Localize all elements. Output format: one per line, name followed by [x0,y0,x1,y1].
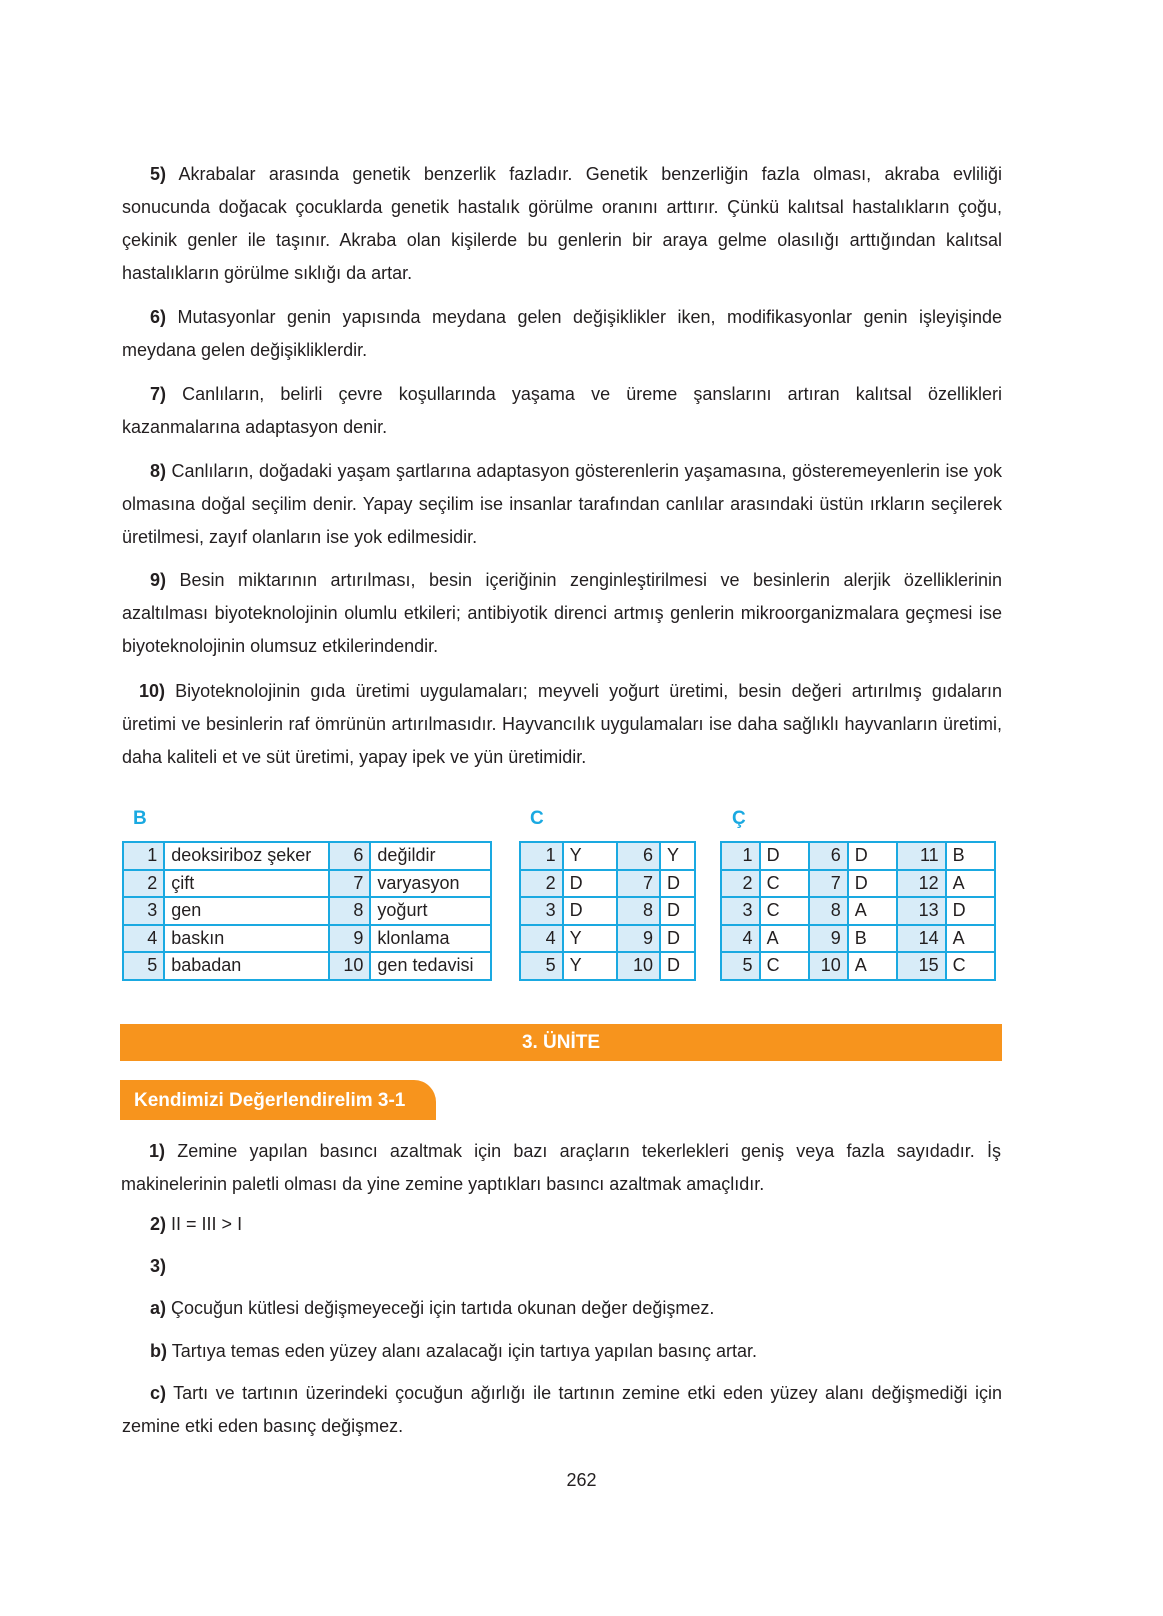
table-row [123,842,491,870]
item-number: 9 [329,925,370,953]
item-number: 6 [617,842,660,870]
item-answer: D [660,870,695,898]
item-number: 1 [721,842,760,870]
item-answer: gen tedavisi [370,952,491,980]
item-number: 5 [123,952,164,980]
item-number: 2 [123,870,164,898]
item-answer: C [760,897,809,925]
answer-paragraph [122,1335,1002,1368]
item-answer: D [660,925,695,953]
item-answer: çift [164,870,329,898]
answer-paragraph [122,455,1002,554]
item-answer: D [660,897,695,925]
answer-number: 5) [150,164,167,184]
table-row [520,897,695,925]
table-c-label: C [530,808,544,829]
item-answer: gen [164,897,329,925]
answer-text: Tartıya temas eden yüzey alanı azalacağı için tartıya yapılan basınç artar. [171,1341,758,1361]
item-answer: yoğurt [370,897,491,925]
answer-number: 3) [150,1256,167,1276]
table-row [520,925,695,953]
item-answer: A [946,925,995,953]
item-number: 1 [123,842,164,870]
item-answer: değildir [370,842,491,870]
item-answer: D [946,897,995,925]
item-answer: Y [563,842,618,870]
item-number: 9 [617,925,660,953]
item-number: 2 [721,870,760,898]
item-number: 4 [123,925,164,953]
table-row [520,952,695,980]
item-number: 7 [329,870,370,898]
item-answer: A [760,925,809,953]
item-answer: D [848,870,897,898]
answer-number: 10) [139,681,166,701]
answer-paragraph [122,1208,1002,1241]
answer-number: 8) [150,461,167,481]
item-number: 2 [520,870,563,898]
table-row [721,952,995,980]
item-number: 10 [809,952,848,980]
table-cc [720,841,996,981]
answer-number: 7) [150,384,167,404]
answer-number: 1) [149,1141,166,1161]
table-row [721,870,995,898]
item-answer: Y [563,925,618,953]
answer-paragraph [122,675,1002,774]
item-number: 15 [897,952,946,980]
answer-number: 2) [150,1214,167,1234]
item-answer: B [946,842,995,870]
item-number: 8 [809,897,848,925]
answer-paragraph [122,378,1002,444]
answer-paragraph [122,1292,1002,1325]
item-answer: D [660,952,695,980]
table-b [122,841,492,981]
item-number: 7 [809,870,848,898]
item-number: 3 [721,897,760,925]
item-number: 8 [329,897,370,925]
item-answer: A [848,952,897,980]
answer-paragraph [122,564,1002,663]
answer-paragraph [122,1377,1002,1443]
item-answer: D [563,870,618,898]
item-answer: C [760,870,809,898]
item-number: 13 [897,897,946,925]
answer-text: Mutasyonlar genin yapısında meydana gelen değişiklikler iken, modifikasyonlar genin işleyişinde meydana gelen değişikliklerdir. [122,307,1002,360]
item-answer: klonlama [370,925,491,953]
answer-text: Canlıların, belirli çevre koşullarında yaşama ve üreme şanslarını artıran kalıtsal özellikleri kazanmalarına adaptasyon denir. [122,384,1002,437]
item-number: 4 [721,925,760,953]
item-answer: C [946,952,995,980]
item-number: 4 [520,925,563,953]
section-badge: Kendimizi Değerlendirelim 3-1 [120,1080,436,1120]
item-number: 5 [520,952,563,980]
item-answer: B [848,925,897,953]
page-number: 262 [566,1470,597,1490]
answer-number: c) [150,1383,167,1403]
item-answer: D [563,897,618,925]
item-number: 6 [809,842,848,870]
table-row [123,952,491,980]
item-number: 1 [520,842,563,870]
table-row [123,897,491,925]
table-row [721,897,995,925]
table-row [123,870,491,898]
item-answer: deoksiriboz şeker [164,842,329,870]
item-number: 12 [897,870,946,898]
answer-text: Besin miktarının artırılması, besin içeriğinin zenginleştirilmesi ve besinlerin alerjik özelliklerinin azaltılması biyoteknolojinin olumlu etkileri; antibiyotik direnci artmış genlerin mikroorganizmalara geçmesi ise biyoteknolojinin olumsuz etkilerindendir. [122,570,1002,656]
item-number: 7 [617,870,660,898]
table-b-label: B [133,808,147,829]
item-number: 10 [329,952,370,980]
item-number: 11 [897,842,946,870]
answer-text: Tartı ve tartının üzerindeki çocuğun ağırlığı ile tartının zemine etki eden yüzey alanı değişmediği için zemine etki eden basınç değişmez. [122,1383,1002,1436]
item-number: 3 [520,897,563,925]
answer-text: Biyoteknolojinin gıda üretimi uygulamaları; meyveli yoğurt üretimi, besin değeri artırılmış gıdaların üretimi ve besinlerin raf ömrünün artırılmasıdır. Hayvancılık uygulamaları ise daha sağlıklı hayvanların üretimi, daha kaliteli et ve süt üretimi, yapay ipek ve yün üretimidir. [122,681,1002,767]
unit-header: 3. ÜNİTE [120,1024,1002,1061]
answer-text: Canlıların, doğadaki yaşam şartlarına adaptasyon gösterenlerin yaşamasına, gösteremeyenlerin ise yok olmasına doğal seçilim denir. Yapay seçilim ise insanlar tarafından canlılar arasındaki üstün ırkların seçilerek üretilmesi, zayıf olanların ise yok edilmesidir. [122,461,1002,547]
item-answer: A [946,870,995,898]
item-answer: Y [660,842,695,870]
item-number: 9 [809,925,848,953]
answer-number: b) [150,1341,167,1361]
answer-number: 9) [150,570,167,590]
answer-paragraph [121,1135,1001,1201]
answer-paragraph [122,1250,1002,1283]
item-number: 14 [897,925,946,953]
item-number: 6 [329,842,370,870]
item-number: 8 [617,897,660,925]
table-cc-label: Ç [732,808,746,829]
table-row [721,842,995,870]
item-answer: C [760,952,809,980]
answer-text: II = III > I [171,1214,243,1234]
item-answer: A [848,897,897,925]
answer-text: Çocuğun kütlesi değişmeyeceği için tartıda okunan değer değişmez. [171,1298,715,1318]
answer-text: Akrabalar arasında genetik benzerlik fazladır. Genetik benzerliğin fazla olması, akraba evliliği sonucunda doğacak çocuklarda genetik hastalık görülme oranını arttırır. Çünkü kalıtsal hastalıkların çoğu, çekinik genler ile taşınır. Akraba olan kişilerde bu genlerin bir araya gelme olasılığı arttığından kalıtsal hastalıkların görülme sıklığı da artar. [122,164,1003,283]
item-number: 10 [617,952,660,980]
item-answer: baskın [164,925,329,953]
item-answer: Y [563,952,618,980]
item-answer: babadan [164,952,329,980]
table-row [520,870,695,898]
item-answer: varyasyon [370,870,491,898]
answer-text: Zemine yapılan basıncı azaltmak için bazı araçların tekerlekleri geniş veya fazla sayıdadır. İş makinelerinin paletli olması da yine zemine yaptıkları basıncı azaltmak amaçlıdır. [121,1141,1001,1194]
answer-paragraph [122,301,1002,367]
item-answer: D [848,842,897,870]
table-c [519,841,696,981]
item-answer: D [760,842,809,870]
answer-paragraph [122,158,1002,290]
item-number: 3 [123,897,164,925]
item-number: 5 [721,952,760,980]
answer-number: 6) [150,307,167,327]
answer-number: a) [150,1298,167,1318]
table-row [721,925,995,953]
table-row [520,842,695,870]
table-row [123,925,491,953]
